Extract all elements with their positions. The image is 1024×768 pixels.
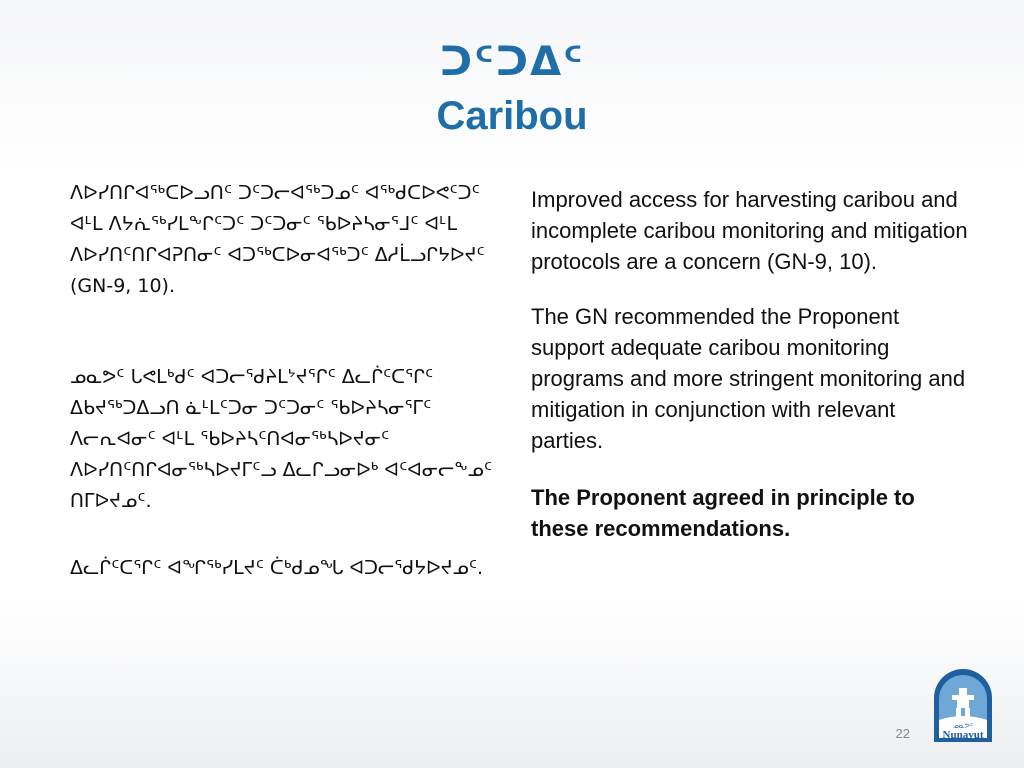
inuktitut-paragraph-recommendation: ᓄᓇᕗᑦ ᒐᕙᒪᒃᑯᑦ ᐊᑐᓕᖁᔨᒪᔾᔪᕐᒋᑦ ᐃᓚᒌᑦᑕᕐᒋᑦ ᐃᑲᔪᖅᑐᐃᓗᑎ ᓈᒻᒪᑦᑐᓂ ᑐᑦᑐᓂᑦ ᖃᐅᔨᓴᓂᕐᒥᑦ ᐱᓕᕆᐊᓂᑦ ᐊᒻᒪ ᖃᐅᔨᓴᑦᑎᐊᓂᖅᓴᐅᔪᓂᑦ ᐱᐅᓯᑎᑦᑎᒋᐊᓂᖅᓴᐅᔪᒥᑦᓗ ᐃᓚᒋᓗᓂᐅᒃ ᐊᑦᐊᓂᓕᖕᓄᑦ ᑎᒥᐅᔪᓄᑦ.	[70, 366, 492, 512]
english-paragraph-concern: Improved access for harvesting caribou and incomplete caribou monitoring and mitigation protocols are a concern (GN-9, 10).	[531, 187, 968, 274]
inuktitut-paragraph-concern: ᐱᐅᓯᑎᒋᐊᖅᑕᐅᓗᑎᑦ ᑐᑦᑐᓕᐊᖅᑐᓄᑦ ᐊᖅᑯᑕᐅᕙᑦᑐᑦ ᐊᒻᒪ ᐱᔭᕇᖅᓯᒪᖕᒋᑦᑐᑦ ᑐᑦᑐᓂᑦ ᖃᐅᔨᓴᓂᕐᒧᑦ ᐊᒻᒪ ᐱᐅᓯᑎᑦᑎᒋᐊᕈᑎᓂᑦ ᐊᑐᖅᑕᐅᓂᐊᖅᑐᑦ ᐃᓱᒫᓗᒋᔭᐅᔪᑦ (GN-9, 10).	[70, 182, 485, 297]
title-syllabics: ᑐᑦᑐᐃᑦ	[439, 39, 585, 85]
logo-text: Nunavut	[942, 729, 984, 741]
english-paragraph-agreement: The Proponent agreed in principle to these recommendations.	[531, 485, 915, 541]
logo-syllabics: ᓄᓇᕗᑦ	[952, 722, 974, 730]
english-column	[531, 184, 971, 544]
nunavut-logo-icon	[930, 664, 996, 744]
page-number: 22	[895, 726, 910, 741]
english-paragraph-recommendation: The GN recommended the Proponent support adequate caribou monitoring programs and more stringent monitoring and mitigation in conjunction with relevant parties.	[531, 304, 966, 453]
title-english: Caribou	[436, 94, 588, 138]
slide-title	[0, 38, 1024, 142]
inuktitut-paragraph-agreement: ᐃᓚᒌᑦᑕᕐᒋᑦ ᐊᖏᖅᓯᒪᔪᑦ ᑖᒃᑯᓄᖓ ᐊᑐᓕᖁᔭᐅᔪᓄᑦ.	[70, 557, 484, 579]
inuktitut-column	[70, 178, 510, 584]
